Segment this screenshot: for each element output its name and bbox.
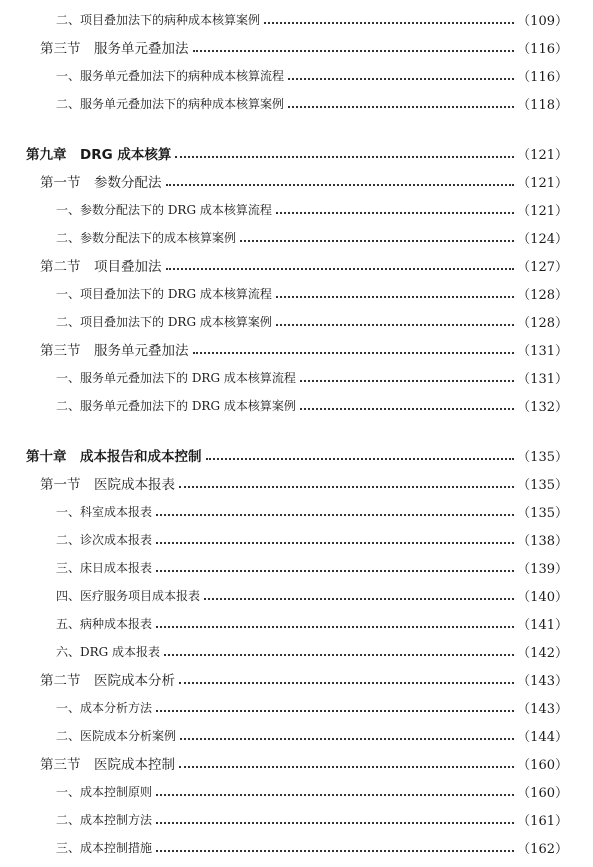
- toc-section[interactable]: [0, 36, 593, 58]
- toc-section[interactable]: [0, 254, 593, 276]
- toc-chapter[interactable]: [0, 444, 593, 466]
- dot-leader: [156, 625, 514, 628]
- toc-section[interactable]: [0, 752, 593, 774]
- page-number: （109）: [517, 13, 568, 29]
- dot-leader: [288, 77, 514, 80]
- page-number: （162）: [517, 841, 568, 857]
- page-number: （142）: [517, 645, 568, 661]
- dot-leader: [156, 569, 514, 572]
- page-number: （161）: [517, 813, 568, 829]
- chapter-title: 第九章 DRG 成本核算: [26, 147, 172, 163]
- dot-leader: [166, 267, 515, 270]
- dot-leader: [240, 239, 514, 242]
- entry-title: 二、项目叠加法下的病种成本核算案例: [56, 12, 261, 27]
- toc-section[interactable]: [0, 472, 593, 494]
- section-title: 第一节 医院成本报表: [40, 477, 175, 493]
- entry-title: 二、服务单元叠加法下的病种成本核算案例: [56, 96, 285, 111]
- entry-title: 一、成本分析方法: [56, 700, 153, 715]
- page-number: （141）: [517, 617, 568, 633]
- section-title: 第一节 参数分配法: [40, 175, 162, 191]
- entry-title: 三、成本控制措施: [56, 840, 153, 855]
- toc-section[interactable]: [0, 338, 593, 360]
- section-title: 第二节 医院成本分析: [40, 673, 175, 689]
- page-number: （127）: [517, 259, 568, 275]
- page-number: （139）: [517, 561, 568, 577]
- dot-leader: [300, 379, 514, 382]
- page-number: （143）: [517, 701, 568, 717]
- toc-chapter[interactable]: [0, 142, 593, 164]
- dot-leader: [156, 849, 514, 852]
- toc-entry[interactable]: [0, 640, 593, 662]
- dot-leader: [156, 821, 514, 824]
- page-number: （121）: [517, 175, 568, 191]
- dot-leader: [300, 407, 514, 410]
- page-number: （135）: [517, 505, 568, 521]
- entry-title: 二、项目叠加法下的 DRG 成本核算案例: [56, 314, 272, 329]
- page-number: （144）: [517, 729, 568, 745]
- section-title: 第三节 医院成本控制: [40, 757, 175, 773]
- dot-leader: [175, 155, 514, 158]
- toc-entry[interactable]: [0, 724, 593, 746]
- page-number: （121）: [517, 147, 568, 163]
- entry-title: 二、成本控制方法: [56, 812, 153, 827]
- page-number: （135）: [517, 449, 568, 465]
- dot-leader: [156, 793, 514, 796]
- page-number: （128）: [517, 287, 568, 303]
- toc-entry[interactable]: [0, 808, 593, 830]
- entry-title: 五、病种成本报表: [56, 616, 153, 631]
- entry-title: 二、服务单元叠加法下的 DRG 成本核算案例: [56, 398, 296, 413]
- dot-leader: [179, 485, 514, 488]
- entry-title: 二、诊次成本报表: [56, 532, 153, 547]
- entry-title: 一、科室成本报表: [56, 504, 153, 519]
- section-title: 第三节 服务单元叠加法: [40, 343, 189, 359]
- toc-entry[interactable]: [0, 64, 593, 86]
- toc-entry[interactable]: [0, 612, 593, 634]
- section-title: 第二节 项目叠加法: [40, 259, 162, 275]
- dot-leader: [193, 351, 515, 354]
- dot-leader: [276, 295, 514, 298]
- toc-entry[interactable]: [0, 500, 593, 522]
- page-number: （132）: [517, 399, 568, 415]
- toc-entry[interactable]: [0, 8, 593, 30]
- dot-leader: [264, 21, 514, 24]
- toc-entry[interactable]: [0, 696, 593, 718]
- toc-entry[interactable]: [0, 528, 593, 550]
- toc-entry[interactable]: [0, 310, 593, 332]
- dot-leader: [276, 211, 514, 214]
- toc-entry[interactable]: [0, 394, 593, 416]
- dot-leader: [179, 765, 514, 768]
- page-number: （135）: [517, 477, 568, 493]
- toc-entry[interactable]: [0, 226, 593, 248]
- dot-leader: [288, 105, 514, 108]
- page-number: （131）: [517, 343, 568, 359]
- page-number: （131）: [517, 371, 568, 387]
- dot-leader: [164, 653, 514, 656]
- toc-entry[interactable]: [0, 584, 593, 606]
- toc-entry[interactable]: [0, 556, 593, 578]
- page-number: （160）: [517, 785, 568, 801]
- entry-title: 二、医院成本分析案例: [56, 728, 177, 743]
- toc-section[interactable]: [0, 668, 593, 690]
- toc-entry[interactable]: [0, 780, 593, 802]
- dot-leader: [180, 737, 514, 740]
- dot-leader: [156, 541, 514, 544]
- toc-entry[interactable]: [0, 198, 593, 220]
- toc-entry[interactable]: [0, 366, 593, 388]
- entry-title: 一、服务单元叠加法下的病种成本核算流程: [56, 68, 285, 83]
- entry-title: 三、床日成本报表: [56, 560, 153, 575]
- page-number: （116）: [517, 69, 568, 85]
- chapter-title: 第十章 成本报告和成本控制: [26, 449, 202, 465]
- dot-leader: [156, 709, 514, 712]
- page-number: （116）: [517, 41, 568, 57]
- dot-leader: [276, 323, 514, 326]
- entry-title: 一、成本控制原则: [56, 784, 153, 799]
- dot-leader: [166, 183, 515, 186]
- dot-leader: [193, 49, 515, 52]
- dot-leader: [204, 597, 514, 600]
- section-title: 第三节 服务单元叠加法: [40, 41, 189, 57]
- page-number: （160）: [517, 757, 568, 773]
- entry-title: 二、参数分配法下的成本核算案例: [56, 230, 237, 245]
- page-number: （128）: [517, 315, 568, 331]
- entry-title: 一、参数分配法下的 DRG 成本核算流程: [56, 202, 272, 217]
- entry-title: 一、服务单元叠加法下的 DRG 成本核算流程: [56, 370, 296, 385]
- page-number: （140）: [517, 589, 568, 605]
- page-number: （138）: [517, 533, 568, 549]
- entry-title: 四、医疗服务项目成本报表: [56, 588, 201, 603]
- entry-title: 一、项目叠加法下的 DRG 成本核算流程: [56, 286, 272, 301]
- dot-leader: [179, 681, 514, 684]
- dot-leader: [206, 457, 515, 460]
- toc-section[interactable]: [0, 170, 593, 192]
- page-number: （124）: [517, 231, 568, 247]
- page-number: （143）: [517, 673, 568, 689]
- entry-title: 六、DRG 成本报表: [56, 644, 161, 659]
- page-number: （121）: [517, 203, 568, 219]
- dot-leader: [156, 513, 514, 516]
- toc-entry[interactable]: [0, 836, 593, 858]
- toc-entry[interactable]: [0, 282, 593, 304]
- page-number: （118）: [517, 97, 568, 113]
- toc-entry[interactable]: [0, 92, 593, 114]
